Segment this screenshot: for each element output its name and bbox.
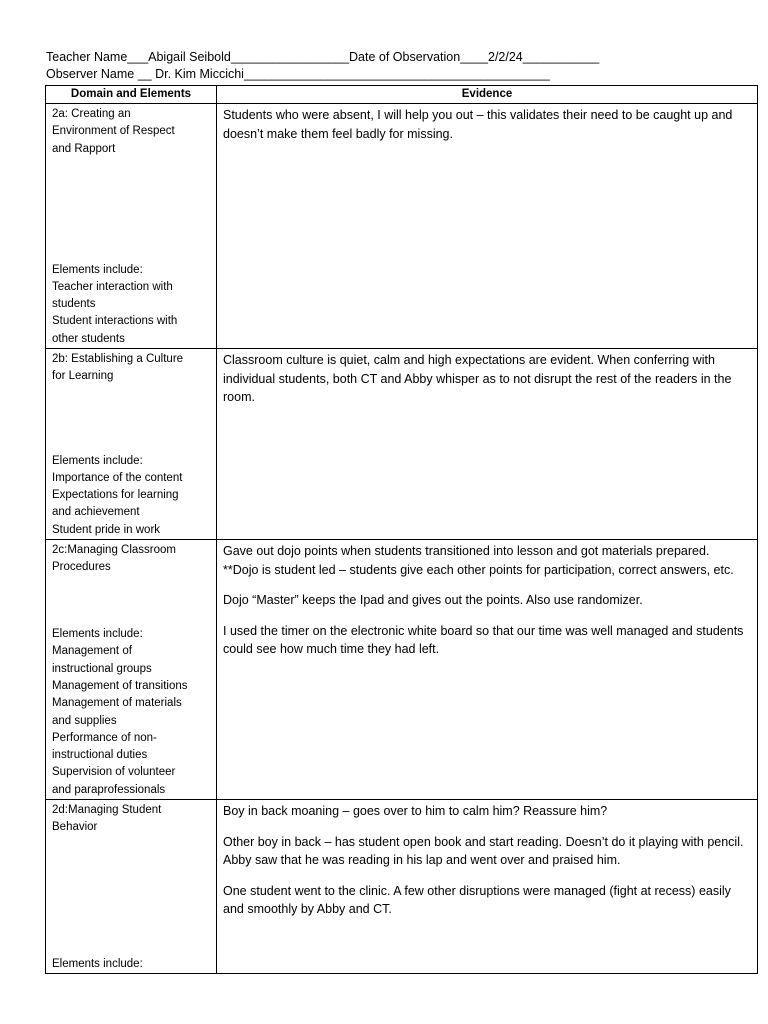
domain-title xyxy=(52,802,216,837)
element-line: Student pride in work xyxy=(52,523,161,536)
observation-table xyxy=(45,85,758,974)
element-line: students xyxy=(52,298,96,311)
teacher-name-line: Teacher Name___Abigail Seibold_________________Date of Observation____2/2/24___________ xyxy=(46,50,600,64)
domain-title-line: and Rapport xyxy=(52,142,116,155)
element-line: Performance of non- xyxy=(52,731,157,744)
domain-title-line: Behavior xyxy=(52,821,98,834)
domain-title-line: 2a: Creating an xyxy=(52,108,131,120)
elements-list xyxy=(52,453,216,539)
evidence-paragraph: One student went to the clinic. A few other disruptions were managed (fight at recess) easily and smoothly by Abby and CT. xyxy=(223,883,731,916)
domain-title xyxy=(52,351,216,386)
table-row xyxy=(46,104,758,349)
element-line: Management of materials xyxy=(52,697,182,710)
element-line: Elements include: xyxy=(52,628,143,641)
evidence-paragraph: Classroom culture is quiet, calm and high expectations are evident. When conferring with individual students, both CT and Abby whisper as to not disrupt the rest of the readers in the room. xyxy=(223,353,732,404)
column-header-domain: Domain and Elements xyxy=(46,86,217,104)
evidence-paragraph: I used the timer on the electronic white board so that our time was well managed and students could see how much time they had left. xyxy=(223,623,744,656)
element-line: Elements include: xyxy=(52,957,143,970)
element-line: Supervision of volunteer xyxy=(52,766,176,779)
element-line: other students xyxy=(52,332,125,345)
element-line: and supplies xyxy=(52,714,117,727)
table-body xyxy=(46,104,758,974)
table-row xyxy=(46,349,758,540)
element-line: Expectations for learning xyxy=(52,489,179,502)
domain-cell xyxy=(46,800,217,974)
evidence-paragraph: Gave out dojo points when students transitioned into lesson and got materials prepared. **Dojo is student led – students give each other points for participation, correct answers, etc. xyxy=(223,544,734,577)
evidence-cell xyxy=(217,800,758,974)
element-line: instructional duties xyxy=(52,749,148,762)
evidence-paragraph: Other boy in back – has student open book and start reading. Doesn’t do it playing with pencil. Abby saw that he was reading in his lap and went over and praised him. xyxy=(223,834,744,867)
element-line: and paraprofessionals xyxy=(52,783,166,796)
element-line: instructional groups xyxy=(52,662,152,675)
element-line: Importance of the content xyxy=(52,471,183,484)
domain-cell xyxy=(46,540,217,800)
domain-title-line: 2c:Managing Classroom xyxy=(52,544,177,556)
elements-list xyxy=(52,956,216,973)
domain-title xyxy=(52,106,216,158)
evidence-paragraph: Boy in back moaning – goes over to him to calm him? Reassure him? xyxy=(223,804,608,818)
element-line: and achievement xyxy=(52,506,140,519)
evidence-cell xyxy=(217,540,758,800)
elements-list xyxy=(52,262,216,348)
element-line: Management of transitions xyxy=(52,679,188,692)
evidence-cell xyxy=(217,104,758,349)
evidence-paragraph: Dojo “Master” keeps the Ipad and gives out the points. Also use randomizer. xyxy=(223,593,643,607)
elements-list xyxy=(52,626,216,799)
evidence-cell xyxy=(217,349,758,540)
observer-name-line: Observer Name __ Dr. Kim Miccichi____________________________________________ xyxy=(46,67,550,81)
column-header-evidence: Evidence xyxy=(217,86,758,104)
element-line: Elements include: xyxy=(52,454,143,467)
evidence-paragraph: Students who were absent, I will help you out – this validates their need to be caught up and doesn’t make them feel badly for missing. xyxy=(223,108,733,141)
domain-title-line: Environment of Respect xyxy=(52,125,175,138)
domain-cell xyxy=(46,104,217,349)
domain-title-line: 2b: Establishing a Culture xyxy=(52,353,184,365)
domain-title-line: Procedures xyxy=(52,561,111,574)
table-header-row xyxy=(46,86,758,104)
element-line: Elements include: xyxy=(52,263,143,276)
element-line: Management of xyxy=(52,645,132,658)
domain-title-line: for Learning xyxy=(52,370,114,383)
domain-cell xyxy=(46,349,217,540)
table-row xyxy=(46,800,758,974)
element-line: Teacher interaction with xyxy=(52,280,173,293)
table-row xyxy=(46,540,758,800)
domain-title-line: 2d:Managing Student xyxy=(52,804,162,816)
domain-title xyxy=(52,542,216,577)
element-line: Student interactions with xyxy=(52,315,178,328)
